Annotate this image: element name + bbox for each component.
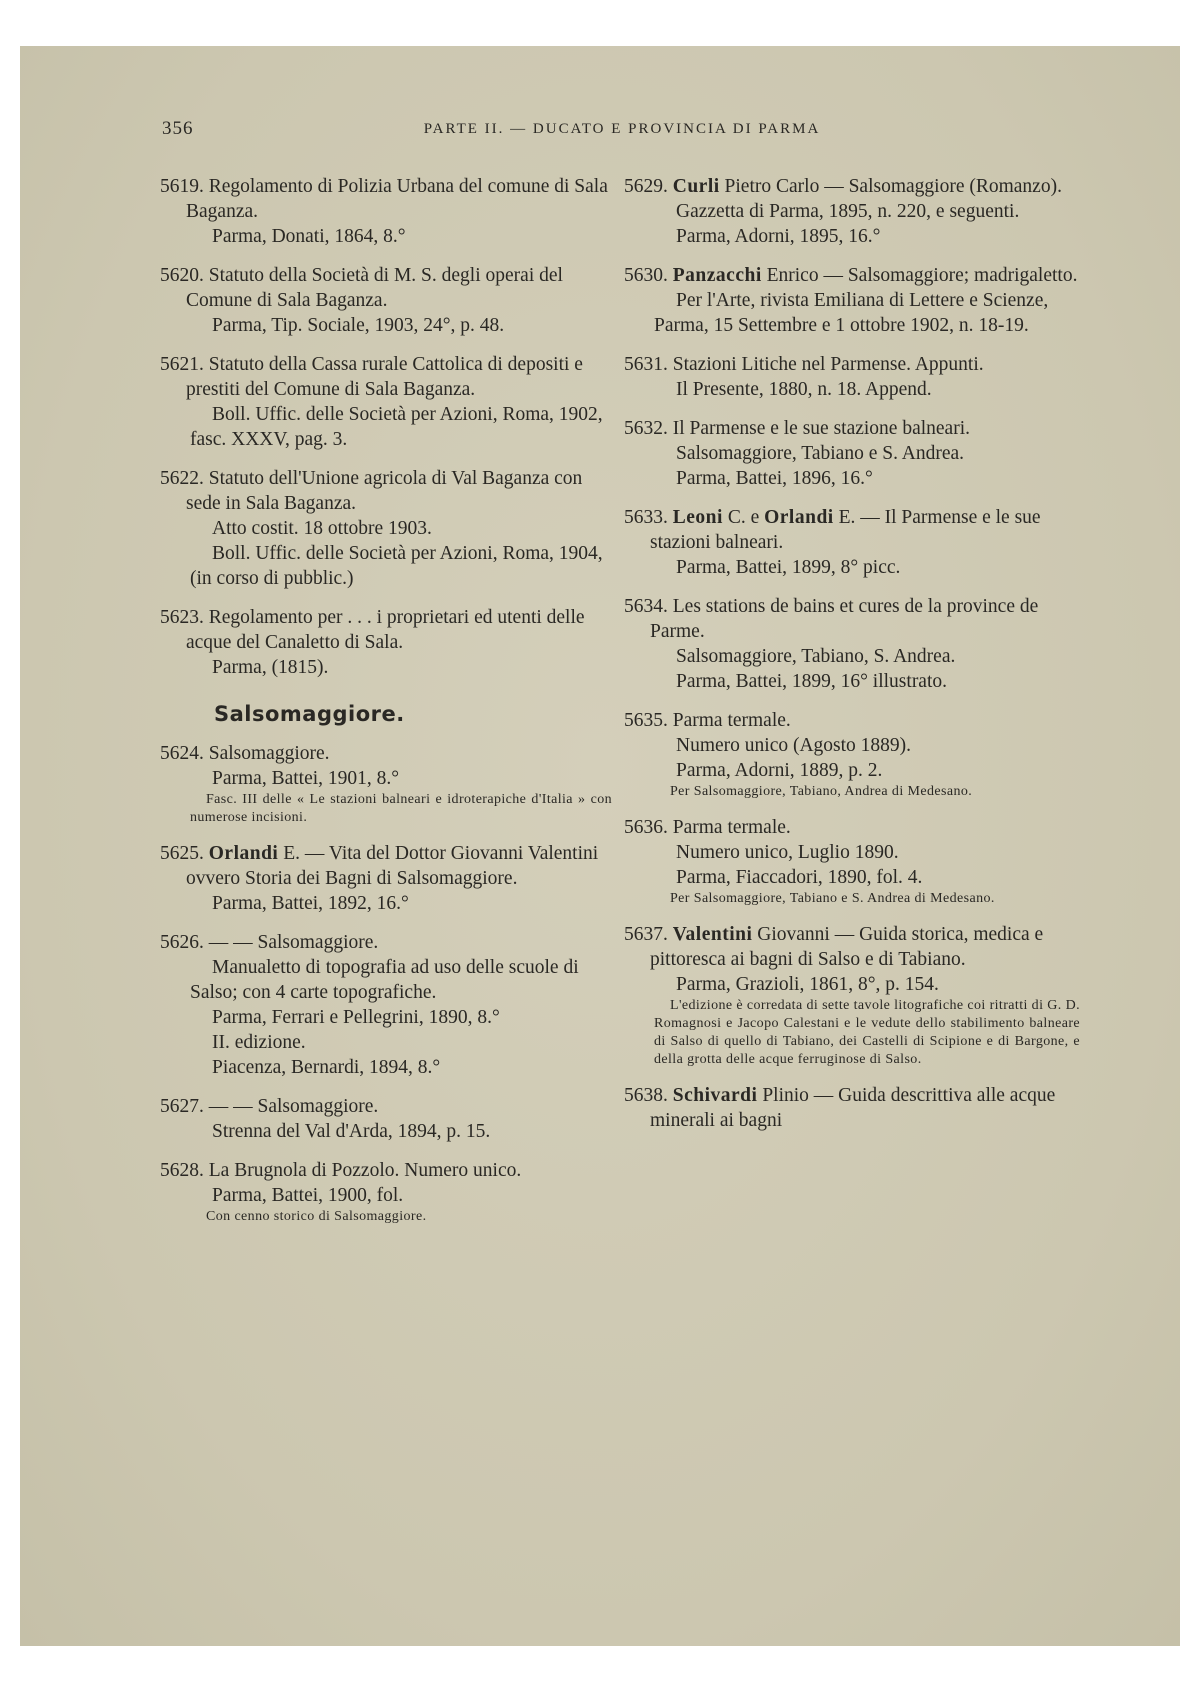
entry-title: Parma termale. (672, 817, 791, 838)
entry-title: Pietro Carlo — Salsomaggiore (Romanzo). (724, 176, 1062, 197)
page-number: 356 (162, 118, 194, 139)
entry-5632 (624, 416, 1080, 491)
entry-title: E. — Il Parmense e le sue stazioni balneari. (650, 507, 1041, 553)
entry-pub: Parma, Battei, 1900, fol. (212, 1185, 404, 1206)
entry-number: 5637. (624, 924, 668, 945)
entry-number: 5627. (160, 1096, 204, 1117)
entry-pub: Parma, Tip. Sociale, 1903, 24°, p. 48. (212, 315, 505, 336)
entry-number: 5623. (160, 607, 204, 628)
entry-pub: Atto costit. 18 ottobre 1903. (212, 518, 432, 539)
entry-title: Stazioni Litiche nel Parmense. Appunti. (672, 354, 984, 375)
entry-author: Panzacchi (672, 265, 762, 286)
entry-5626 (160, 930, 612, 1080)
entry-pub: II. edizione. (212, 1032, 306, 1053)
entry-number: 5632. (624, 418, 668, 439)
entry-number: 5622. (160, 468, 204, 489)
left-column (160, 174, 612, 1240)
entry-number: 5633. (624, 507, 668, 528)
right-column (624, 174, 1080, 1147)
section-heading: Salsomaggiore. (214, 702, 405, 726)
entry-pub: Parma, Battei, 1899, 8° picc. (676, 557, 901, 578)
entry-5621 (160, 352, 612, 452)
entry-5631 (624, 352, 1080, 402)
entry-number: 5629. (624, 176, 668, 197)
entry-5629 (624, 174, 1080, 249)
entry-pub: Parma, Grazioli, 1861, 8°, p. 154. (676, 974, 939, 995)
entry-author: Orlandi (764, 507, 834, 528)
entry-title: Les stations de bains et cures de la province de Parme. (650, 596, 1039, 642)
entry-pub: Parma, Ferrari e Pellegrini, 1890, 8.° (212, 1007, 500, 1028)
entry-pub: Parma, Fiaccadori, 1890, fol. 4. (676, 867, 923, 888)
entry-5638 (624, 1083, 1080, 1133)
entry-title: Plinio — Guida descrittiva alle acque minerali ai bagni (650, 1085, 1056, 1131)
entry-pub: Parma, (1815). (212, 657, 329, 678)
entry-5636 (624, 815, 1080, 908)
entry-number: 5635. (624, 710, 668, 731)
entry-pub: Gazzetta di Parma, 1895, n. 220, e seguenti. (676, 201, 1020, 222)
entry-pub: Salsomaggiore, Tabiano e S. Andrea. (676, 443, 965, 464)
entry-pub: Parma, Adorni, 1895, 16.° (676, 226, 881, 247)
entry-title: Il Parmense e le sue stazione balneari. (672, 418, 971, 439)
entry-pub: Il Presente, 1880, n. 18. Append. (676, 379, 932, 400)
entry-pub: Strenna del Val d'Arda, 1894, p. 15. (212, 1121, 491, 1142)
entry-number: 5625. (160, 843, 204, 864)
entry-5635 (624, 708, 1080, 801)
entry-number: 5634. (624, 596, 668, 617)
entry-title: Enrico — Salsomaggiore; madrigaletto. (766, 265, 1078, 286)
entry-title: — Vita del Dottor Giovanni Valentini ovvero Storia dei Bagni di Salsomaggiore. (186, 843, 599, 889)
entry-5620 (160, 263, 612, 338)
entry-5623 (160, 605, 612, 680)
scanned-page (20, 46, 1180, 1646)
entry-author: Orlandi (208, 843, 279, 864)
entry-title: Statuto della Società di M. S. degli operai del Comune di Sala Baganza. (186, 265, 563, 311)
entry-number: 5636. (624, 817, 668, 838)
entry-author: Curli (672, 176, 720, 197)
entry-title: Regolamento di Polizia Urbana del comune di Sala Baganza. (186, 176, 608, 222)
entry-note: Con cenno storico di Salsomaggiore. (206, 1209, 427, 1224)
entry-number: 5626. (160, 932, 204, 953)
entry-note: Per Salsomaggiore, Tabiano, Andrea di Medesano. (670, 784, 973, 799)
running-head: PARTE II. — DUCATO E PROVINCIA DI PARMA (423, 121, 821, 137)
entry-title: La Brugnola di Pozzolo. Numero unico. (208, 1160, 522, 1181)
entry-5622 (160, 466, 612, 591)
entry-note: Fasc. III delle « Le stazioni balneari e idroterapiche d'Italia » con numerose incisioni. (190, 792, 612, 825)
entry-title: Statuto della Cassa rurale Cattolica di depositi e prestiti del Comune di Sala Baganza. (186, 354, 583, 400)
entry-note: Per Salsomaggiore, Tabiano e S. Andrea di Medesano. (670, 891, 995, 906)
entry-number: 5628. (160, 1160, 204, 1181)
entry-pub: Numero unico, Luglio 1890. (676, 842, 899, 863)
entry-5637 (624, 922, 1080, 1069)
entry-author-initial: E. (283, 843, 301, 864)
entry-pub: Parma, Adorni, 1889, p. 2. (676, 760, 883, 781)
entry-pub: Parma, Battei, 1892, 16.° (212, 893, 409, 914)
entry-pub: Salsomaggiore, Tabiano, S. Andrea. (676, 646, 956, 667)
entry-number: 5631. (624, 354, 668, 375)
entry-pub: Parma, Battei, 1901, 8.° (212, 768, 400, 789)
page-header (162, 118, 1082, 142)
entry-title: — — Salsomaggiore. (208, 932, 379, 953)
entry-5625 (160, 841, 612, 916)
entry-5619 (160, 174, 612, 249)
entry-5633 (624, 505, 1080, 580)
entry-pub: Manualetto di topografia ad uso delle scuole di Salso; con 4 carte topografiche. (190, 957, 579, 1003)
entry-title: Giovanni — Guida storica, medica e pittoresca ai bagni di Salso e di Tabiano. (650, 924, 1044, 970)
entry-5624 (160, 741, 612, 827)
entry-author: Leoni (672, 507, 723, 528)
entry-pub: Parma, Battei, 1899, 16° illustrato. (676, 671, 948, 692)
entry-pub: Boll. Uffic. delle Società per Azioni, Roma, 1902, fasc. XXXV, pag. 3. (190, 404, 603, 450)
entry-pub: Per l'Arte, rivista Emiliana di Lettere e Scienze, Parma, 15 Settembre e 1 ottobre 1902, n. 18-19. (654, 290, 1049, 336)
entry-number: 5620. (160, 265, 204, 286)
entry-author-connector: C. e (727, 507, 760, 528)
entry-number: 5621. (160, 354, 204, 375)
entry-title: Salsomaggiore. (208, 743, 330, 764)
entry-title: Regolamento per . . . i proprietari ed utenti delle acque del Canaletto di Sala. (186, 607, 585, 653)
entry-pub: Parma, Donati, 1864, 8.° (212, 226, 406, 247)
entry-5627 (160, 1094, 612, 1144)
entry-5630 (624, 263, 1080, 338)
entry-number: 5638. (624, 1085, 668, 1106)
entry-pub: Parma, Battei, 1896, 16.° (676, 468, 873, 489)
entry-title: Parma termale. (672, 710, 791, 731)
entry-number: 5619. (160, 176, 204, 197)
entry-pub: Boll. Uffic. delle Società per Azioni, Roma, 1904, (in corso di pubblic.) (190, 543, 603, 589)
entry-title: Statuto dell'Unione agricola di Val Baganza con sede in Sala Baganza. (186, 468, 583, 514)
entry-number: 5624. (160, 743, 204, 764)
entry-5628 (160, 1158, 612, 1226)
entry-pub: Piacenza, Bernardi, 1894, 8.° (212, 1057, 441, 1078)
entry-note: L'edizione è corredata di sette tavole litografiche coi ritratti di G. D. Romagnosi e Jacopo Calestani e le vedute dello stabilimento balneare di Salso di quello di Tabiano, dei Castelli di Scipione e di Bargone, e della grotta delle acque ferruginose di Salso. (654, 998, 1080, 1067)
entry-author: Valentini (672, 924, 753, 945)
entry-title: — — Salsomaggiore. (208, 1096, 379, 1117)
entry-pub: Numero unico (Agosto 1889). (676, 735, 912, 756)
entry-5634 (624, 594, 1080, 694)
entry-number: 5630. (624, 265, 668, 286)
entry-author: Schivardi (672, 1085, 758, 1106)
